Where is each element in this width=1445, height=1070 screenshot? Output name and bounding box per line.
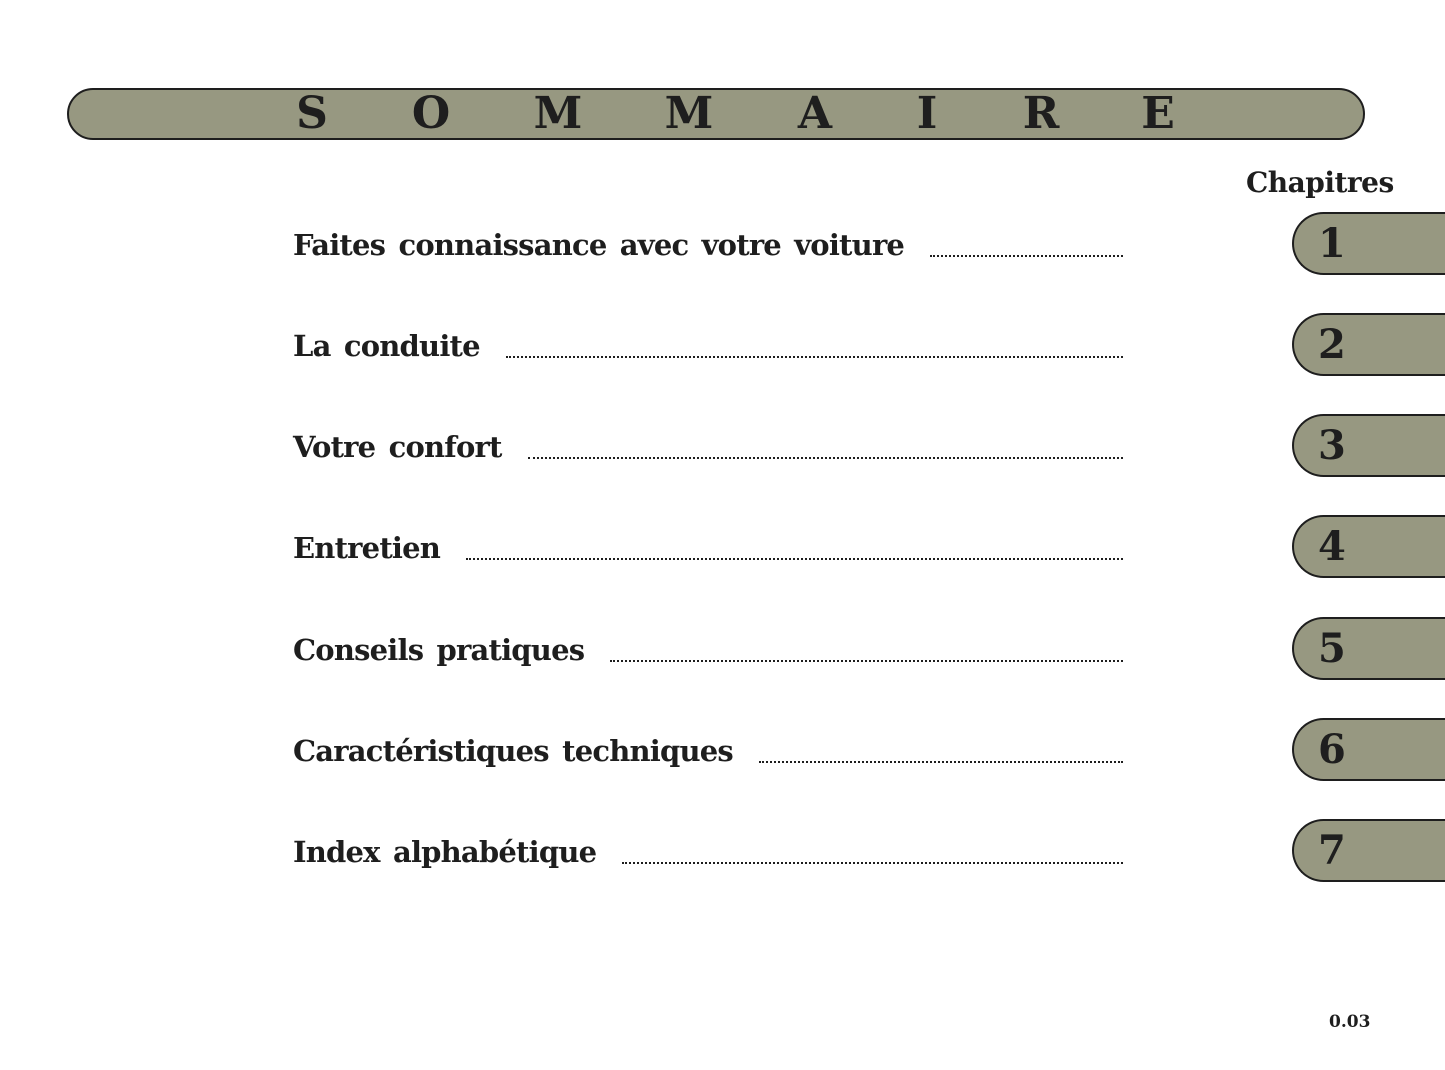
chapter-tab-2[interactable] xyxy=(1292,313,1445,376)
chapter-number: 3 xyxy=(1318,421,1346,469)
page-number: 0.03 xyxy=(1329,1012,1371,1032)
title-letter: A xyxy=(797,88,833,139)
chapter-number: 1 xyxy=(1318,219,1346,267)
toc-entry-5[interactable] xyxy=(293,633,1123,673)
toc-entry-1[interactable] xyxy=(293,228,1123,268)
dot-leader xyxy=(506,354,1123,358)
toc-entry-7[interactable] xyxy=(293,835,1123,875)
chapter-tab-7[interactable] xyxy=(1292,819,1445,882)
chapter-number: 2 xyxy=(1318,320,1346,368)
toc-entry-3[interactable] xyxy=(293,430,1123,470)
toc-entry-label[interactable]: Caractéristiques techniques xyxy=(293,734,733,768)
title-letter: M xyxy=(533,88,583,139)
dot-leader xyxy=(528,455,1123,459)
toc-entry-label[interactable]: Votre confort xyxy=(293,430,502,464)
chapter-tab-6[interactable] xyxy=(1292,718,1445,781)
dot-leader xyxy=(930,253,1123,257)
toc-entry-label[interactable]: Faites connaissance avec votre voiture xyxy=(293,228,905,262)
title-letter: O xyxy=(411,88,451,139)
toc-entry-label[interactable]: Entretien xyxy=(293,531,441,565)
toc-entry-label[interactable]: Conseils pratiques xyxy=(293,633,585,667)
chapter-tab-1[interactable] xyxy=(1292,212,1445,275)
chapter-tab-5[interactable] xyxy=(1292,617,1445,680)
toc-entry-label[interactable]: La conduite xyxy=(293,329,480,363)
sommaire-title-bar xyxy=(67,88,1365,140)
title-letter: I xyxy=(916,88,938,139)
chapter-number: 6 xyxy=(1318,725,1346,773)
dot-leader xyxy=(466,556,1123,560)
chapter-number: 4 xyxy=(1318,522,1346,570)
toc-entry-6[interactable] xyxy=(293,734,1123,774)
title-letter: M xyxy=(664,88,714,139)
chapter-number: 7 xyxy=(1318,826,1346,874)
title-letter: E xyxy=(1141,88,1175,139)
title-letter: S xyxy=(296,88,328,139)
dot-leader xyxy=(622,860,1123,864)
chapitres-heading: Chapitres xyxy=(1246,166,1394,199)
chapter-tab-3[interactable] xyxy=(1292,414,1445,477)
title-letter: R xyxy=(1022,88,1060,139)
chapter-tab-4[interactable] xyxy=(1292,515,1445,578)
dot-leader xyxy=(759,759,1123,763)
chapter-number: 5 xyxy=(1318,624,1346,672)
dot-leader xyxy=(610,658,1123,662)
toc-entry-4[interactable] xyxy=(293,531,1123,571)
toc-entry-label[interactable]: Index alphabétique xyxy=(293,835,597,869)
toc-entry-2[interactable] xyxy=(293,329,1123,369)
